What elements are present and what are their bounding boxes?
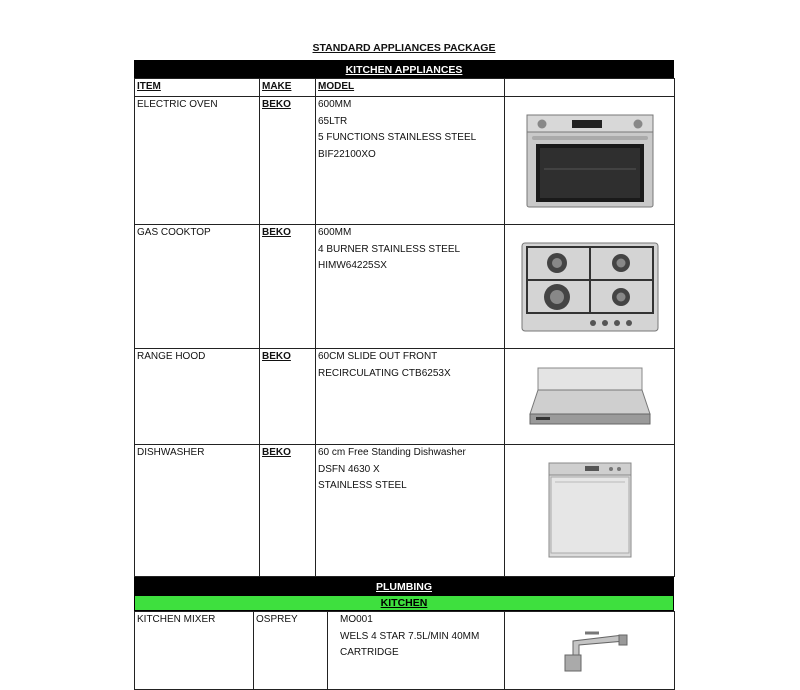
make-cell: OSPREY [254, 612, 328, 690]
model-cell: 60CM SLIDE OUT FRONT RECIRCULATING CTB6253X [316, 349, 505, 445]
appliances-sheet [134, 60, 674, 690]
kitchen-subsection-bar: KITCHEN [134, 595, 674, 611]
model-cell: 600MM 65LTR 5 FUNCTIONS STAINLESS STEEL BIF22100XO [316, 97, 505, 225]
header-model: MODEL [316, 79, 505, 97]
product-image-cell [505, 97, 675, 225]
plumbing-table [134, 611, 675, 690]
item-cell: RANGE HOOD [135, 349, 260, 445]
product-image-cell [505, 612, 675, 690]
product-image-cell [505, 445, 675, 577]
kitchen-appliances-bar: KITCHEN APPLIANCES [134, 60, 674, 78]
product-image-cell [505, 225, 675, 349]
oven-icon [526, 114, 654, 208]
item-cell: KITCHEN MIXER [135, 612, 254, 690]
make-cell: BEKO [260, 225, 316, 349]
header-image [505, 79, 675, 97]
header-make: MAKE [260, 79, 316, 97]
item-cell: ELECTRIC OVEN [135, 97, 260, 225]
make-cell: BEKO [260, 97, 316, 225]
table-row [135, 225, 675, 349]
table-row [135, 612, 675, 690]
cooktop-icon [521, 242, 659, 332]
table-row [135, 349, 675, 445]
plumbing-bar: PLUMBING [134, 577, 674, 595]
item-cell: GAS COOKTOP [135, 225, 260, 349]
make-cell: BEKO [260, 349, 316, 445]
model-cell: 60 cm Free Standing Dishwasher DSFN 4630 X STAINLESS STEEL [316, 445, 505, 577]
table-row [135, 445, 675, 577]
model-cell: 600MM 4 BURNER STAINLESS STEEL HIMW64225SX [316, 225, 505, 349]
page-title: STANDARD APPLIANCES PACKAGE [312, 42, 496, 54]
table-header-row [135, 79, 675, 97]
model-cell: MO001 WELS 4 STAR 7.5L/MIN 40MM CARTRIDGE [328, 612, 505, 690]
product-image-cell [505, 349, 675, 445]
appliances-table [134, 78, 675, 577]
make-cell: BEKO [260, 445, 316, 577]
header-item: ITEM [135, 79, 260, 97]
dishwasher-icon [545, 462, 635, 560]
item-cell: DISHWASHER [135, 445, 260, 577]
table-row [135, 97, 675, 225]
rangehood-icon [526, 366, 654, 428]
mixer-tap-icon [545, 629, 635, 673]
